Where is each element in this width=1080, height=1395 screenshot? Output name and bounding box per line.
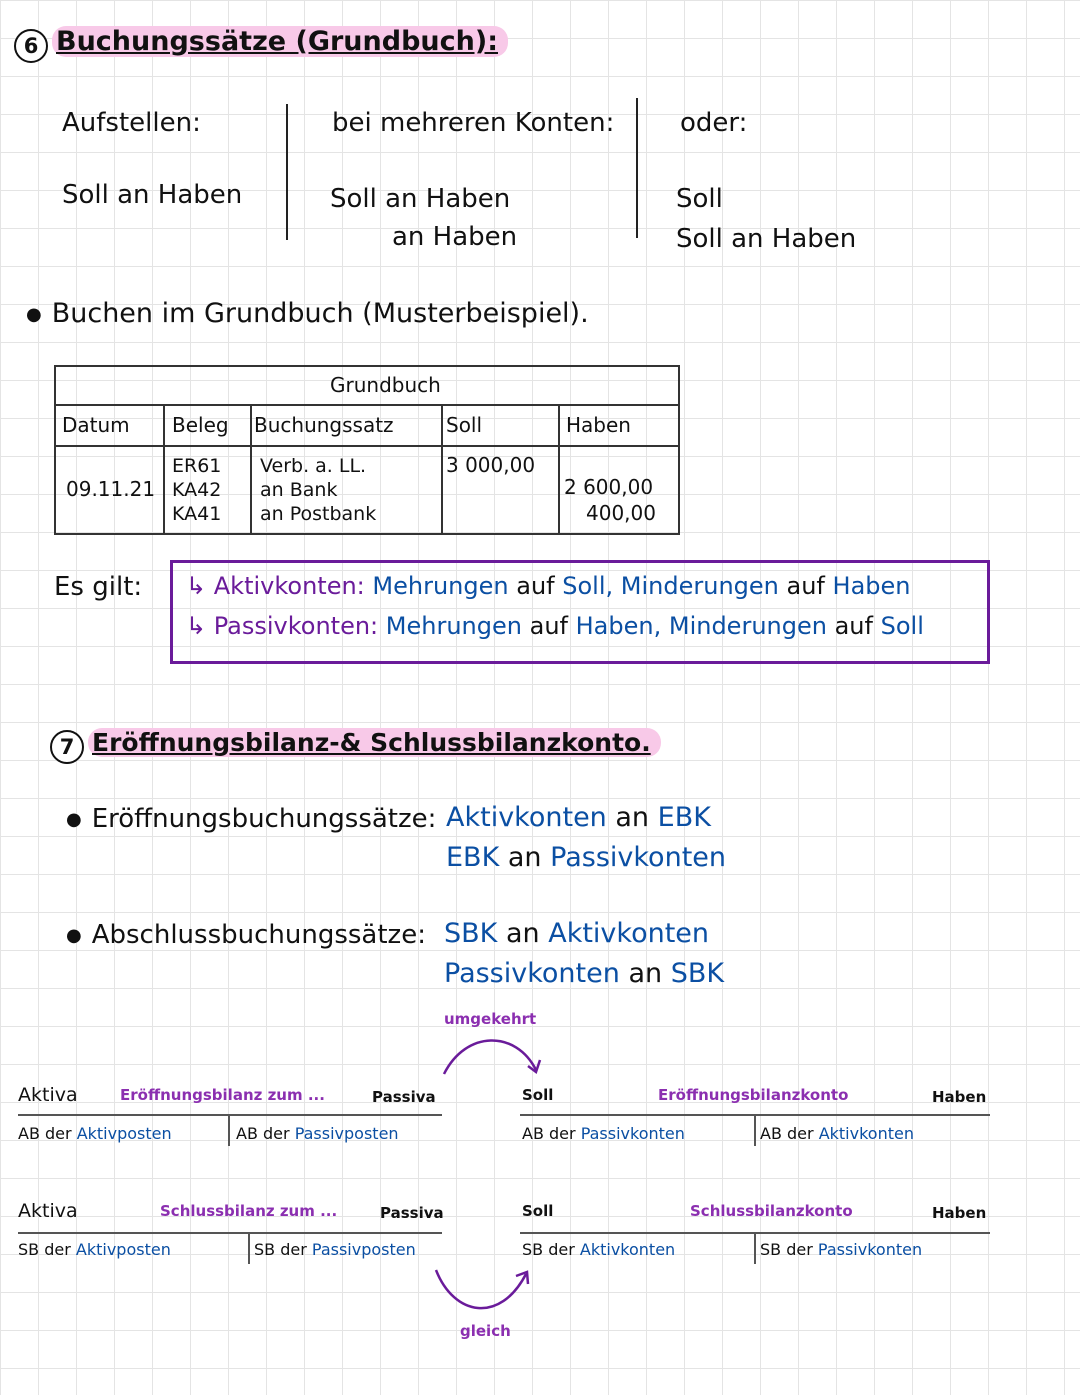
table-title: Grundbuch xyxy=(330,373,441,397)
col1-heading: Aufstellen: xyxy=(62,108,201,138)
sb-title: Schlussbilanz zum ... xyxy=(160,1202,338,1220)
grundbuch-table xyxy=(54,365,680,535)
sbk-right-label: Haben xyxy=(932,1204,987,1222)
eb-right-label: Passiva xyxy=(372,1088,436,1106)
cell-datum: 09.11.21 xyxy=(66,477,156,501)
curved-arrow-icon xyxy=(436,1030,546,1080)
entry-value: Passivkonten xyxy=(580,1124,685,1143)
rule-term: Aktivkonten: xyxy=(213,572,365,600)
curved-arrow-icon xyxy=(430,1266,540,1326)
t-account-line xyxy=(754,1234,756,1264)
cell-buchungssatz: Verb. a. LL. xyxy=(260,455,367,477)
section-number-badge: 7 xyxy=(50,730,84,764)
eb-left-entry xyxy=(18,1124,172,1143)
rule-term: auf xyxy=(529,612,568,640)
ebk-right-label: Haben xyxy=(932,1088,987,1106)
rule-term: auf xyxy=(786,572,825,600)
sb-left-entry xyxy=(18,1240,171,1259)
rule-term: auf xyxy=(834,612,873,640)
cell-buchungssatz: an Bank xyxy=(260,479,338,501)
table-divider xyxy=(56,445,678,447)
booking-term: SBK xyxy=(444,918,498,949)
table-divider xyxy=(163,404,165,533)
column-divider xyxy=(636,98,638,238)
sbk-left-entry xyxy=(522,1240,675,1259)
bullet-text: Abschlussbuchungssätze: xyxy=(91,920,426,950)
section-number-badge: 6 xyxy=(14,29,48,63)
header-buchungssatz: Buchungssatz xyxy=(254,413,394,437)
t-account-line xyxy=(228,1116,230,1146)
cell-beleg: ER61 xyxy=(172,455,222,477)
entry-prefix: SB der xyxy=(522,1240,575,1259)
entry-prefix: AB der xyxy=(18,1124,72,1143)
table-divider xyxy=(441,404,443,533)
ebk-title: Eröffnungsbilanzkonto xyxy=(658,1086,849,1104)
bullet-icon: ● xyxy=(66,809,82,830)
cell-haben: 400,00 xyxy=(586,501,656,525)
ebk-left-label: Soll xyxy=(522,1086,554,1104)
booking-term: Passivkonten xyxy=(550,842,726,873)
table-divider xyxy=(250,404,252,533)
t-account-line xyxy=(754,1116,756,1146)
entry-value: Aktivposten xyxy=(76,1124,172,1143)
booking-term: an xyxy=(628,958,663,989)
t-account-line xyxy=(18,1232,442,1234)
bullet-text: Buchen im Grundbuch (Musterbeispiel). xyxy=(51,298,589,329)
col3-line2: Soll an Haben xyxy=(676,224,857,254)
bullet-abschluss xyxy=(66,920,426,950)
header-haben: Haben xyxy=(566,413,631,437)
rule-term: Minderungen xyxy=(620,572,779,600)
abschluss-line1 xyxy=(444,918,709,949)
column-divider xyxy=(286,104,288,240)
ebk-left-entry xyxy=(522,1124,685,1143)
booking-term: an xyxy=(615,802,650,833)
arrow-icon: ↳ xyxy=(186,612,207,640)
col3-heading: oder: xyxy=(680,108,748,138)
header-datum: Datum xyxy=(62,413,130,437)
rule-term: Soll xyxy=(880,612,924,640)
booking-term: Passivkonten xyxy=(444,958,620,989)
section-title: Buchungssätze (Grundbuch): xyxy=(52,26,508,57)
t-account-line xyxy=(248,1234,250,1264)
cell-beleg: KA41 xyxy=(172,503,222,525)
entry-prefix: AB der xyxy=(522,1124,576,1143)
col2-line2: an Haben xyxy=(392,222,518,252)
cell-soll: 3 000,00 xyxy=(446,453,536,477)
col1-line1: Soll an Haben xyxy=(62,180,243,210)
rule-line-passiv xyxy=(186,612,924,640)
booking-term: an xyxy=(507,842,542,873)
bullet-text: Eröffnungsbuchungssätze: xyxy=(91,804,437,834)
entry-prefix: SB der xyxy=(18,1240,71,1259)
sbk-left-label: Soll xyxy=(522,1202,554,1220)
sb-right-entry xyxy=(254,1240,416,1259)
rule-term: Haben xyxy=(832,572,911,600)
rule-term: Soll, xyxy=(562,572,614,600)
col2-heading: bei mehreren Konten: xyxy=(332,108,615,138)
booking-term: Aktivkonten xyxy=(446,802,607,833)
gleich-label: gleich xyxy=(460,1322,511,1340)
rule-term: Haben, xyxy=(575,612,662,640)
rule-term: Minderungen xyxy=(668,612,827,640)
booking-term: Aktivkonten xyxy=(548,918,710,949)
eb-right-entry xyxy=(236,1124,399,1143)
cell-beleg: KA42 xyxy=(172,479,222,501)
entry-value: Passivposten xyxy=(311,1240,416,1259)
section-7-heading xyxy=(50,728,661,764)
sbk-title: Schlussbilanzkonto xyxy=(690,1202,853,1220)
col3-line1: Soll xyxy=(676,184,723,214)
entry-prefix: SB der xyxy=(254,1240,307,1259)
t-account-line xyxy=(18,1114,442,1116)
booking-term: EBK xyxy=(657,802,711,833)
eb-left-label: Aktiva xyxy=(18,1084,78,1106)
header-soll: Soll xyxy=(446,413,483,437)
bullet-grundbuch xyxy=(26,298,589,329)
sb-right-label: Passiva xyxy=(380,1204,444,1222)
entry-value: Aktivkonten xyxy=(818,1124,914,1143)
es-gilt-label: Es gilt: xyxy=(54,572,143,602)
booking-term: SBK xyxy=(670,958,725,989)
umgekehrt-label: umgekehrt xyxy=(444,1010,537,1028)
entry-value: Aktivkonten xyxy=(579,1240,676,1259)
sbk-right-entry xyxy=(760,1240,922,1259)
section-6-heading xyxy=(14,26,508,63)
booking-term: EBK xyxy=(446,842,500,873)
eroeffnung-line1 xyxy=(446,802,711,833)
entry-prefix: AB der xyxy=(760,1124,814,1143)
section-title: Eröffnungsbilanz-& Schlussbilanzkonto. xyxy=(88,728,661,757)
entry-value: Passivkonten xyxy=(817,1240,923,1259)
entry-prefix: SB der xyxy=(760,1240,813,1259)
entry-prefix: AB der xyxy=(236,1124,290,1143)
col2-line1: Soll an Haben xyxy=(330,184,511,214)
rule-term: Passivkonten: xyxy=(213,612,379,640)
cell-buchungssatz: an Postbank xyxy=(260,503,377,525)
arrow-icon: ↳ xyxy=(186,572,207,600)
entry-value: Passivposten xyxy=(294,1124,399,1143)
eb-title: Eröffnungsbilanz zum ... xyxy=(120,1086,325,1104)
bullet-icon: ● xyxy=(26,304,42,325)
abschluss-line2 xyxy=(444,958,724,989)
bullet-eroeffnung xyxy=(66,804,436,834)
bullet-icon: ● xyxy=(66,925,82,946)
rule-term: auf xyxy=(516,572,555,600)
cell-haben: 2 600,00 xyxy=(564,475,654,499)
booking-term: an xyxy=(505,918,540,949)
table-divider xyxy=(558,404,560,533)
rule-term: Mehrungen xyxy=(372,572,509,600)
sb-left-label: Aktiva xyxy=(18,1200,78,1222)
header-beleg: Beleg xyxy=(172,413,229,437)
rule-line-aktiv xyxy=(186,572,911,600)
rule-term: Mehrungen xyxy=(385,612,522,640)
table-divider xyxy=(56,404,678,406)
ebk-right-entry xyxy=(760,1124,914,1143)
entry-value: Aktivposten xyxy=(75,1240,171,1259)
eroeffnung-line2 xyxy=(446,842,726,873)
